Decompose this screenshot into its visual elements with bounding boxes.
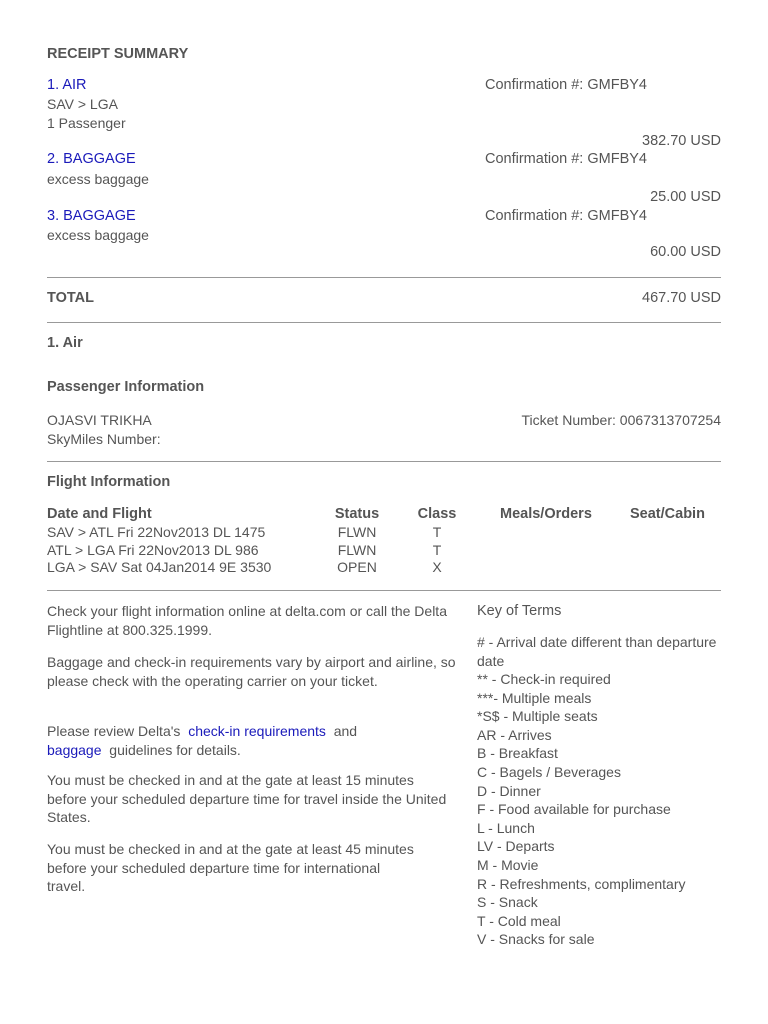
divider bbox=[47, 322, 721, 323]
review-suffix: guidelines for details. bbox=[109, 741, 241, 758]
check-in-requirements-link[interactable]: check-in requirements bbox=[188, 723, 326, 739]
item-baggage-1-label[interactable]: 2. BAGGAGE bbox=[47, 151, 136, 167]
item-baggage-2-amount: 60.00 USD bbox=[650, 244, 721, 260]
review-prefix: Please review Delta's bbox=[47, 723, 181, 739]
divider bbox=[47, 461, 721, 462]
total-label: TOTAL bbox=[47, 290, 94, 306]
flight-status: FLWN bbox=[337, 541, 377, 558]
baggage-link[interactable]: baggage bbox=[47, 741, 102, 758]
divider bbox=[47, 590, 721, 591]
passenger-info-heading: Passenger Information bbox=[47, 379, 205, 395]
key-item: LV - Departs bbox=[477, 838, 555, 855]
flight-status: OPEN bbox=[337, 559, 377, 575]
flight-class: T bbox=[432, 541, 442, 558]
key-item: B - Breakfast bbox=[477, 745, 558, 762]
flight-class: X bbox=[432, 559, 442, 575]
col-date-flight: Date and Flight bbox=[47, 506, 152, 522]
item-baggage-2-confirmation: Confirmation #: GMFBY4 bbox=[485, 208, 647, 224]
key-item: L - Lunch bbox=[477, 819, 535, 836]
divider bbox=[47, 277, 721, 278]
receipt-title: RECEIPT SUMMARY bbox=[47, 46, 189, 62]
flight-date: SAV > ATL Fri 22Nov2013 DL 1475 bbox=[47, 524, 266, 540]
key-item: T - Cold meal bbox=[477, 912, 561, 929]
key-item: ** - Check-in required bbox=[477, 671, 611, 687]
item-air-passengers: 1 Passenger bbox=[47, 115, 126, 131]
table-row bbox=[47, 542, 721, 560]
info-baggage-requirements: Baggage and check-in requirements vary by airport and airline, so please check with the operating carrier on your ticket. bbox=[47, 654, 456, 689]
key-first: # - Arrival date different than departure date bbox=[477, 634, 717, 669]
key-item: C - Bagels / Beverages bbox=[477, 763, 621, 780]
flight-table-header bbox=[47, 506, 721, 524]
flight-date: LGA > SAV Sat 04Jan2014 9E 3530 bbox=[47, 559, 272, 575]
key-title: Key of Terms bbox=[477, 603, 562, 619]
key-item: ***- Multiple meals bbox=[477, 689, 592, 706]
review-and: and bbox=[333, 723, 358, 739]
key-item: AR - Arrives bbox=[477, 726, 552, 743]
flight-info-heading: Flight Information bbox=[47, 474, 171, 490]
air-section-title: 1. Air bbox=[47, 335, 83, 351]
table-row bbox=[47, 559, 721, 577]
total-amount: 467.70 USD bbox=[642, 290, 721, 306]
item-baggage-1-confirmation: Confirmation #: GMFBY4 bbox=[485, 151, 647, 167]
flight-class: T bbox=[432, 524, 442, 540]
col-class: Class bbox=[417, 506, 457, 522]
info-review bbox=[47, 722, 457, 759]
flight-date: ATL > LGA Fri 22Nov2013 DL 986 bbox=[47, 541, 259, 558]
col-status: Status bbox=[334, 506, 380, 522]
item-air-route: SAV > LGA bbox=[47, 96, 118, 112]
item-air-label[interactable]: 1. AIR bbox=[47, 77, 87, 93]
key-item: M - Movie bbox=[477, 856, 539, 873]
item-baggage-1-amount: 25.00 USD bbox=[650, 189, 721, 205]
col-meals: Meals/Orders bbox=[500, 506, 592, 522]
table-row bbox=[47, 524, 721, 542]
skymiles-label: SkyMiles Number: bbox=[47, 431, 161, 447]
key-item: S - Snack bbox=[477, 894, 538, 911]
item-baggage-1-desc: excess baggage bbox=[47, 171, 149, 187]
key-item: R - Refreshments, complimentary bbox=[477, 875, 686, 892]
info-flightline: Check your flight information online at delta.com or call the Delta Flightline at 800.325.1999. bbox=[47, 603, 447, 638]
key-item: F - Food available for purchase bbox=[477, 801, 671, 818]
key-item: V - Snacks for sale bbox=[477, 931, 595, 948]
item-baggage-2-desc: excess baggage bbox=[47, 227, 149, 243]
flight-status: FLWN bbox=[337, 524, 377, 540]
item-air-amount: 382.70 USD bbox=[642, 133, 721, 149]
item-baggage-2-label[interactable]: 3. BAGGAGE bbox=[47, 208, 136, 224]
key-list bbox=[477, 670, 721, 949]
key-item: D - Dinner bbox=[477, 782, 541, 799]
info-international-checkin: You must be checked in and at the gate at least 45 minutes before your scheduled departure time for international travel. bbox=[47, 841, 414, 894]
col-seat: Seat/Cabin bbox=[630, 506, 705, 522]
item-air-confirmation: Confirmation #: GMFBY4 bbox=[485, 77, 647, 93]
passenger-name: OJASVI TRIKHA bbox=[47, 412, 152, 428]
ticket-number: Ticket Number: 0067313707254 bbox=[521, 412, 721, 428]
key-item: *S$ - Multiple seats bbox=[477, 708, 598, 725]
flight-table bbox=[47, 506, 721, 577]
info-domestic-checkin: You must be checked in and at the gate at least 15 minutes before your scheduled departure time for travel inside the United States. bbox=[47, 772, 447, 825]
